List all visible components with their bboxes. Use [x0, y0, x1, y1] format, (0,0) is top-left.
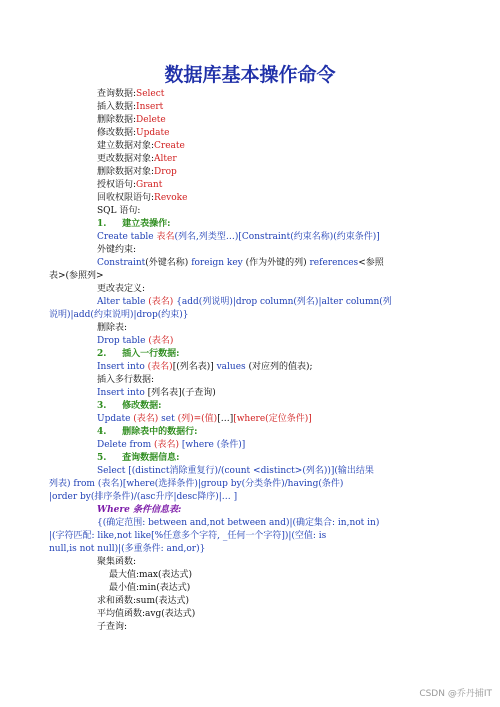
agg-max: 最大值:max(表达式) — [109, 570, 193, 580]
section-heading-select: 5. 查询数据信息: — [97, 453, 180, 463]
select-syntax-1: Select [(distinct消除重复行)/(count <distinct>(列名))](输出结果 — [97, 466, 374, 476]
basic-item: 更改数据对象:Alter — [97, 154, 177, 164]
basic-item: 查询数据:Select — [97, 89, 165, 99]
multi-insert-syntax: Insert into [列名表](子查询) — [97, 388, 216, 398]
subquery-label: 子查询: — [97, 622, 128, 632]
create-table-syntax: Create table 表名(列名,列类型…)[Constraint(约束名称)(约束条件)] — [97, 232, 380, 242]
section-heading-delete: 4. 删除表中的数据行: — [97, 427, 198, 437]
basic-item: 修改数据:Update — [97, 128, 170, 138]
fk-label: 外键约束: — [97, 245, 137, 255]
agg-sum: 求和函数:sum(表达式) — [97, 596, 190, 606]
where-conditions-3: null,is not null)|(多重条件: and,or)} — [49, 544, 206, 554]
multi-insert-label: 插入多行数据: — [97, 375, 155, 385]
section-heading-create: 1. 建立表操作: — [97, 219, 171, 229]
select-syntax-2: 列表) from (表名)[where(选择条件)|group by(分类条件)/having(条件) — [49, 479, 344, 489]
basic-item: 删除数据对象:Drop — [97, 167, 177, 177]
agg-min: 最小值:min(表达式) — [109, 583, 191, 593]
section-heading-update: 3. 修改数据: — [97, 401, 162, 411]
page-title: 数据库基本操作命令 — [164, 64, 336, 86]
select-syntax-3: |order by(排序条件)/(asc升序|desc降序)|… ] — [49, 492, 238, 502]
insert-syntax: Insert into (表名)[(列名表)] values (对应列的值表); — [97, 362, 313, 372]
fk-syntax-cont: 表>(参照列> — [49, 271, 104, 281]
fk-syntax: Constraint(外键名称) foreign key (作为外键的列) references<参照 — [97, 258, 384, 268]
update-syntax: Update (表名) set (列)=(值)[…][where(定位条件)] — [97, 414, 312, 424]
section-heading-insert: 2. 插入一行数据: — [97, 349, 180, 359]
basic-item: 删除数据:Delete — [97, 115, 166, 125]
alter-syntax-cont: 说明)|add(约束说明)|drop(约束)} — [49, 310, 189, 320]
basic-item: 建立数据对象:Create — [97, 141, 185, 151]
sql-heading: SQL 语句: — [97, 206, 141, 216]
watermark: CSDN @乔丹捕IT — [419, 689, 492, 699]
aggregate-label: 聚集函数: — [97, 557, 137, 567]
delete-syntax: Delete from (表名) [where (条件)] — [97, 440, 246, 450]
basic-item: 授权语句:Grant — [97, 180, 163, 190]
where-conditions-1: {(确定范围: between and,not between and)|(确定集合: in,not in) — [97, 518, 380, 528]
drop-label: 删除表: — [97, 323, 128, 333]
alter-label: 更改表定义: — [97, 284, 146, 294]
agg-avg: 平均值函数:avg(表达式) — [97, 609, 196, 619]
where-conditions-2: |(字符匹配: like,not like[%任意多个字符, _任何一个字符])|(空值: is — [49, 531, 327, 541]
where-heading: Where 条件信息表: — [97, 505, 182, 515]
basic-item: 插入数据:Insert — [97, 102, 164, 112]
alter-syntax: Alter table (表名) {add(列说明)|drop column(列名)|alter column(列 — [97, 297, 392, 307]
basic-item: 回收权限语句:Revoke — [97, 193, 188, 203]
drop-syntax: Drop table (表名) — [97, 336, 174, 346]
